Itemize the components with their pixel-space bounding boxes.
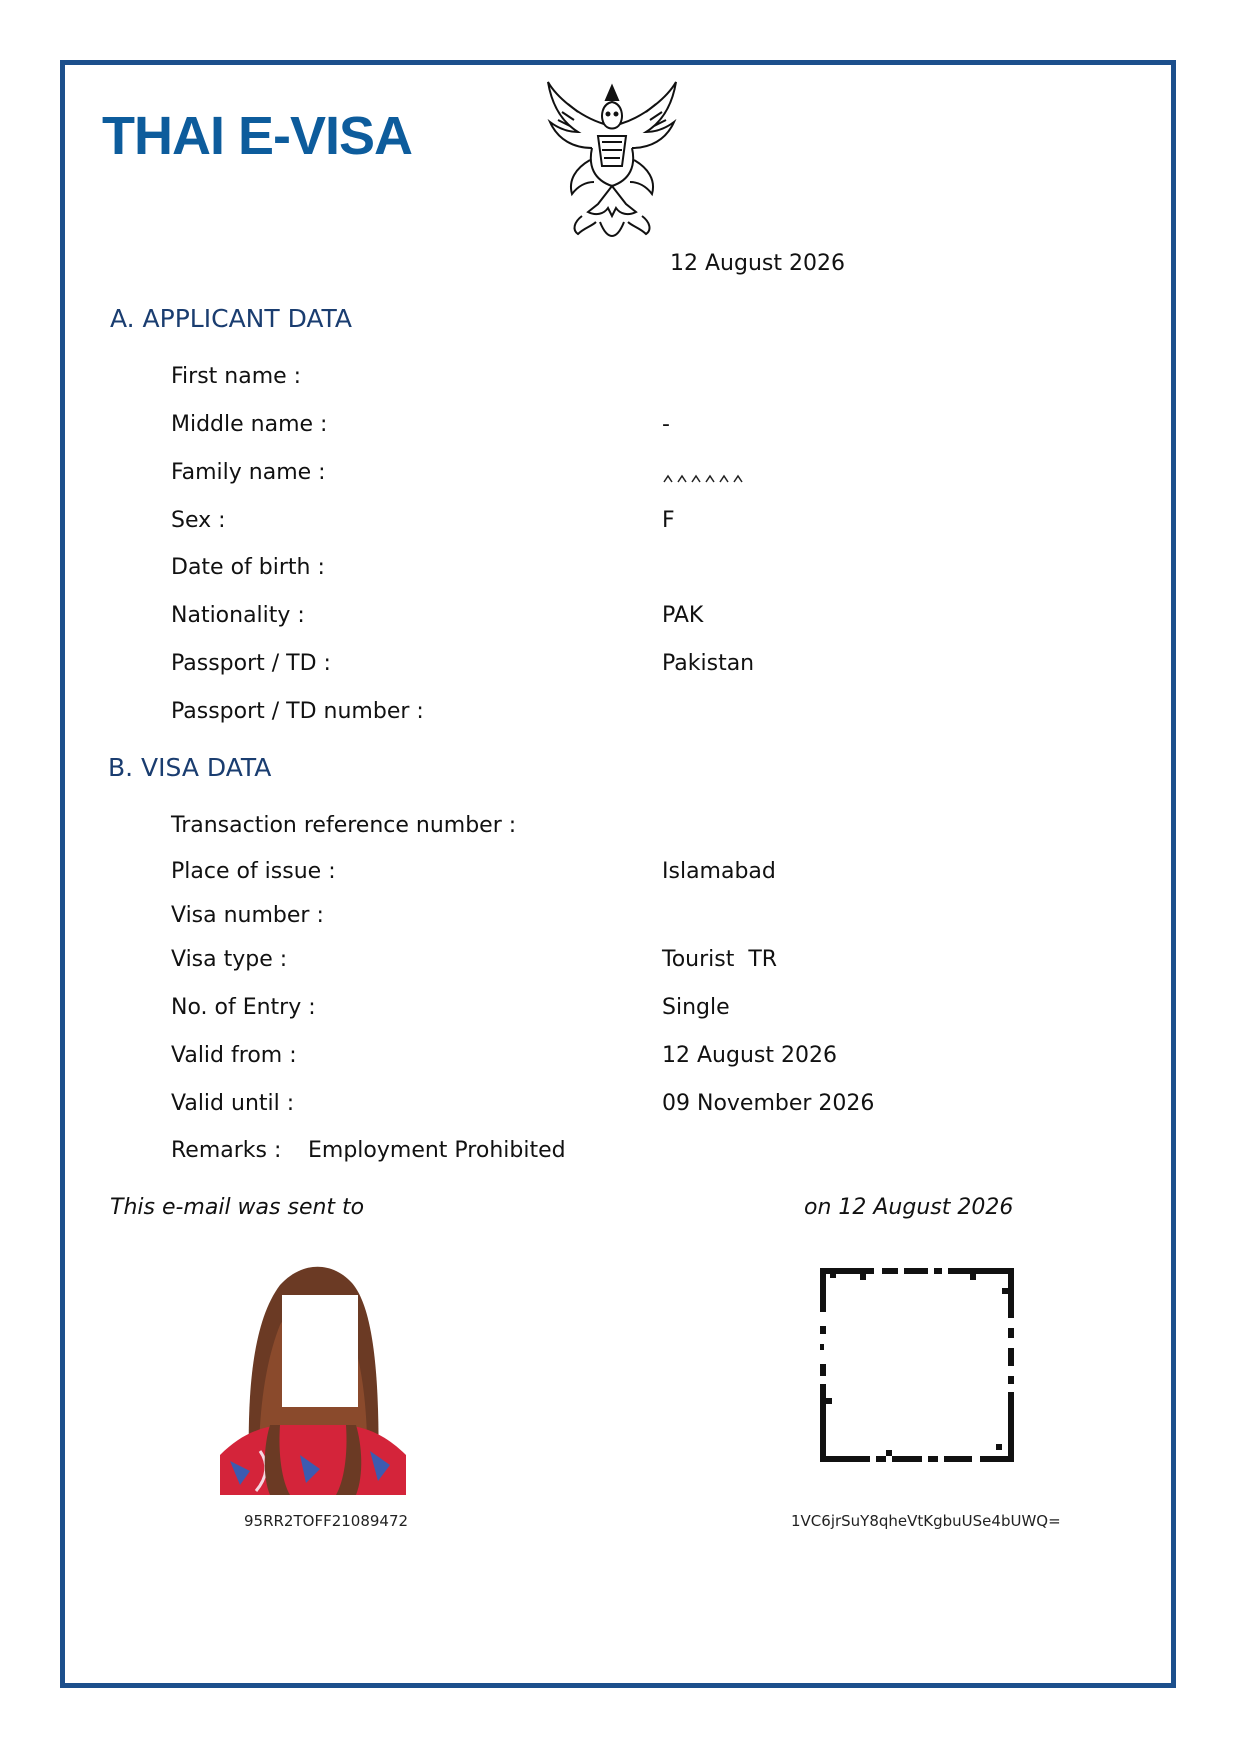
nationality-label: Nationality : <box>171 603 305 628</box>
applicant-section-heading: A. APPLICANT DATA <box>110 304 352 333</box>
valid-from-label: Valid from : <box>171 1043 297 1068</box>
email-sent-on-text: on 12 August 2026 <box>804 1195 1014 1220</box>
valid-until-value: 09 November 2026 <box>662 1091 875 1116</box>
date-of-birth-label: Date of birth : <box>171 555 325 580</box>
sex-label: Sex : <box>171 508 226 533</box>
passport-number-label: Passport / TD number : <box>171 699 424 724</box>
visa-type-label: Visa type : <box>171 947 288 972</box>
place-of-issue-label: Place of issue : <box>171 859 336 884</box>
verification-qr-code <box>820 1268 1014 1462</box>
sex-value: F <box>662 508 675 533</box>
first-name-label: First name : <box>171 364 302 389</box>
redacted-text-mark <box>662 474 750 484</box>
photo-reference-code: 95RR2TOFF21089472 <box>244 1512 409 1530</box>
valid-until-label: Valid until : <box>171 1091 295 1116</box>
family-name-label: Family name : <box>171 460 326 485</box>
garuda-emblem <box>538 76 686 240</box>
issue-date: 12 August 2026 <box>670 251 845 276</box>
place-of-issue-value: Islamabad <box>662 859 776 884</box>
middle-name-label: Middle name : <box>171 412 328 437</box>
entry-count-label: No. of Entry : <box>171 995 316 1020</box>
transaction-reference-label: Transaction reference number : <box>171 813 517 838</box>
visa-section-heading: B. VISA DATA <box>108 753 272 782</box>
visa-type-value: Tourist TR <box>662 947 778 972</box>
remarks-label: Remarks : <box>171 1138 282 1163</box>
email-sent-to-text: This e-mail was sent to <box>110 1195 365 1220</box>
qr-verification-text: 1VC6jrSuY8qheVtKgbuUSe4bUWQ= <box>791 1512 1061 1530</box>
passport-td-value: Pakistan <box>662 651 755 676</box>
passport-td-label: Passport / TD : <box>171 651 331 676</box>
entry-count-value: Single <box>662 995 730 1020</box>
brand-title: THAI E-VISA <box>102 106 413 166</box>
valid-from-value: 12 August 2026 <box>662 1043 837 1068</box>
remarks-value: Employment Prohibited <box>308 1138 566 1163</box>
middle-name-value: - <box>662 412 670 437</box>
applicant-photo <box>220 1255 406 1495</box>
visa-number-label: Visa number : <box>171 903 324 928</box>
nationality-value: PAK <box>662 603 704 628</box>
